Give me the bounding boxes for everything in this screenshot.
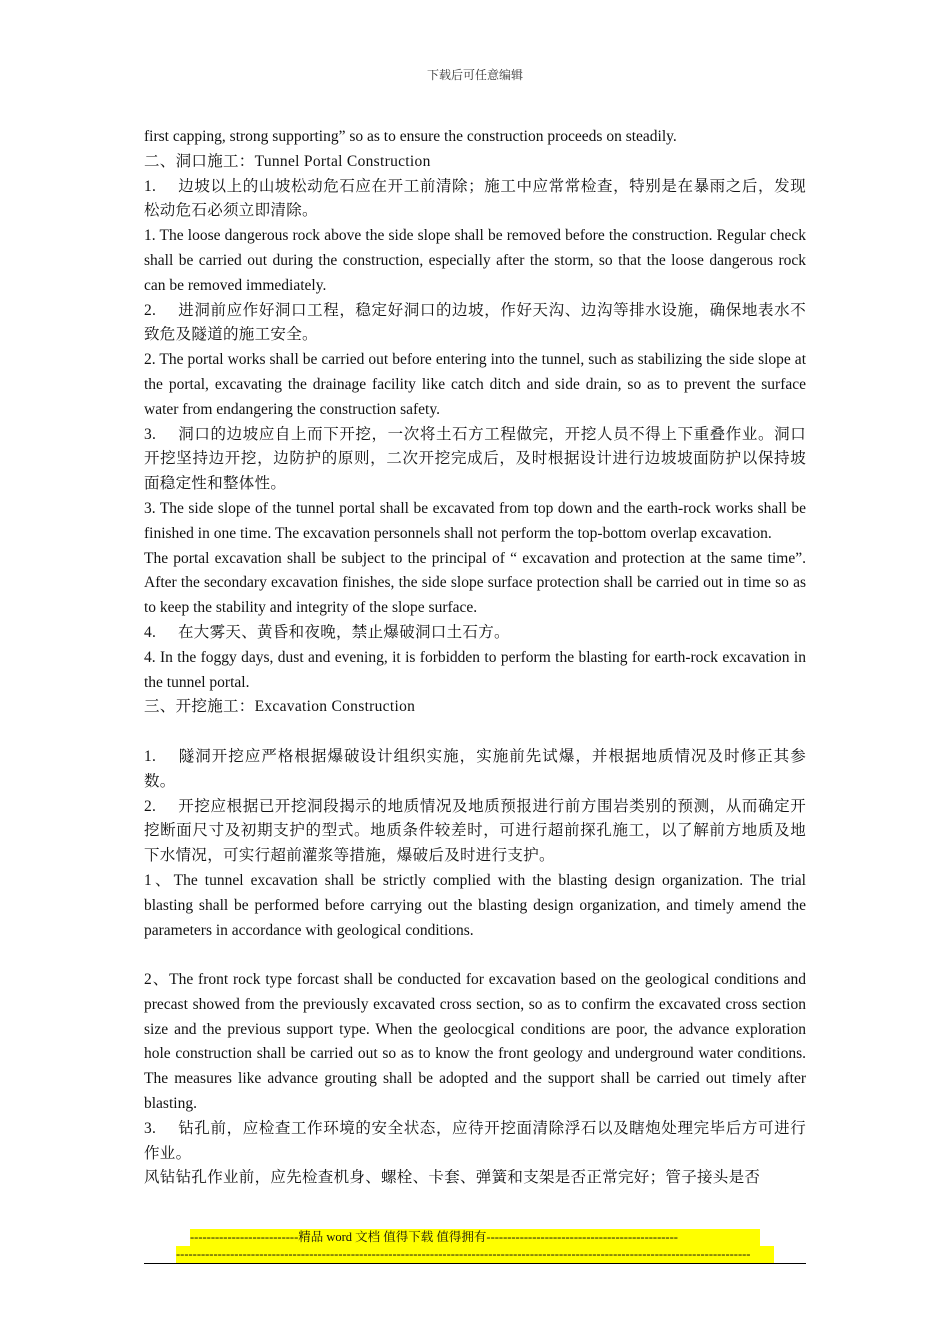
paragraph: [144, 348, 806, 422]
paragraph-text: 边坡以上的山坡松动危石应在开工前清除；施工中应常常检查，特别是在暴雨之后，发现松动危石必须立即清除。: [144, 177, 806, 220]
paragraph: [144, 621, 806, 646]
paragraph-text: 钻孔前，应检查工作环境的安全状态，应待开挖面清除浮石以及瞎炮处理完毕后方可进行作业。: [144, 1119, 806, 1162]
page-header: 下载后可任意编辑: [426, 68, 523, 82]
paragraph: [144, 646, 806, 696]
paragraph-text: 2. The portal works shall be carried out before entering into the tunnel, such as stabilizing the side slope at the portal, excavating the drainage facility like catch ditch and side drain, so as to prevent the surface water from endangering the construction safety.: [144, 351, 806, 418]
section-heading: [144, 150, 806, 175]
paragraph: [144, 299, 806, 349]
item-number: 1.: [144, 747, 157, 765]
blank-line: [144, 720, 806, 745]
paragraph: [144, 175, 806, 225]
paragraph: [144, 795, 806, 869]
paragraph-text: 1、The tunnel excavation shall be strictly complied with the blasting design organization. The trial blasting shall be performed before carrying out the blasting design organization, and timely amend the parameters in accordance with geological conditions.: [144, 871, 806, 939]
item-number: 2.: [144, 301, 157, 319]
paragraph: [144, 1166, 806, 1191]
paragraph-text: 4. In the foggy days, dust and evening, it is forbidden to perform the blasting for earth-rock excavation in the tunnel portal.: [144, 648, 806, 691]
paragraph-text: 在大雾天、黄昏和夜晚，禁止爆破洞口土石方。: [178, 623, 510, 641]
blank-line: [144, 943, 806, 968]
paragraph: [144, 547, 806, 621]
section-heading-text: 三、开挖施工：Excavation Construction: [144, 698, 416, 716]
section-heading-text: 二、洞口施工：Tunnel Portal Construction: [144, 152, 431, 170]
paragraph-text: 3. The side slope of the tunnel portal shall be excavated from top down and the earth-rock works shall be finished in one time. The excavation personnels shall not perform the top-bottom overlap excavation.: [144, 499, 806, 542]
paragraph: [144, 869, 806, 943]
paragraph: [144, 497, 806, 547]
paragraph: [144, 1117, 806, 1167]
document-body: [144, 125, 806, 1191]
paragraph: [144, 423, 806, 497]
paragraph-text: 1. The loose dangerous rock above the side slope shall be removed before the construction. Regular check shall be carried out during the construction, especially after the storm, so that the loose dangerous rock can be removed immediately.: [144, 227, 806, 294]
paragraph-text: first capping, strong supporting” so as to ensure the construction proceeds on steadily.: [144, 128, 677, 145]
paragraph-text: 进洞前应作好洞口工程，稳定好洞口的边坡，作好天沟、边沟等排水设施，确保地表水不致危及隧道的施工安全。: [144, 301, 806, 344]
item-number: 4.: [144, 623, 157, 641]
item-number: 2.: [144, 797, 157, 815]
paragraph-text: 2、The front rock type forcast shall be conducted for excavation based on the geological conditions and precast showed from the previously excavated cross section, so as to confirm the excavated cross section size and the previous support type. When the geolocgical conditions are poor, the advance exploration hole construction shall be carried out so as to know the front geology and underground water conditions. The measures like advance grouting shall be adopted and the support shall be carried out timely after blasting.: [144, 971, 806, 1113]
paragraph-text: 隧洞开挖应严格根据爆破设计组织实施，实施前先试爆，并根据地质情况及时修正其参数。: [144, 747, 806, 790]
paragraph-text: 风钻钻孔作业前，应先检查机身、螺栓、卡套、弹簧和支架是否正常完好；管子接头是否: [144, 1169, 761, 1187]
footer-rule: [144, 1263, 806, 1264]
paragraph: [144, 224, 806, 298]
paragraph-text: 洞口的边坡应自上而下开挖，一次将土石方工程做完，开挖人员不得上下重叠作业。洞口开挖坚持边开挖，边防护的原则，二次开挖完成后，及时根据设计进行边坡坡面防护以保持坡面稳定性和整体性。: [144, 425, 806, 493]
footer-banner-line: --------------------------精品 word 文档 值得下载 值得拥有----------------------------------------------: [190, 1229, 760, 1246]
paragraph: [144, 125, 806, 150]
paragraph-text: 开挖应根据已开挖洞段揭示的地质情况及地质预报进行前方围岩类别的预测，从而确定开挖断面尺寸及初期支护的型式。地质条件较差时，可进行超前探孔施工，以了解前方地质及地下水情况，可实行超前灌浆等措施，爆破后及时进行支护。: [144, 797, 806, 865]
paragraph: [144, 745, 806, 795]
item-number: 1.: [144, 177, 157, 195]
paragraph-text: The portal excavation shall be subject to the principal of “ excavation and protection at the same time”. After the secondary excavation finishes, the side slope surface protection shall be carried out in time so as to keep the stability and integrity of the slope surface.: [144, 549, 806, 617]
item-number: 3.: [144, 1119, 157, 1137]
section-heading: [144, 695, 806, 720]
footer-dash-line: ------------------------------------------------------------------------------------------------------------------------------------------: [176, 1246, 774, 1263]
paragraph: [144, 968, 806, 1117]
item-number: 3.: [144, 425, 157, 443]
